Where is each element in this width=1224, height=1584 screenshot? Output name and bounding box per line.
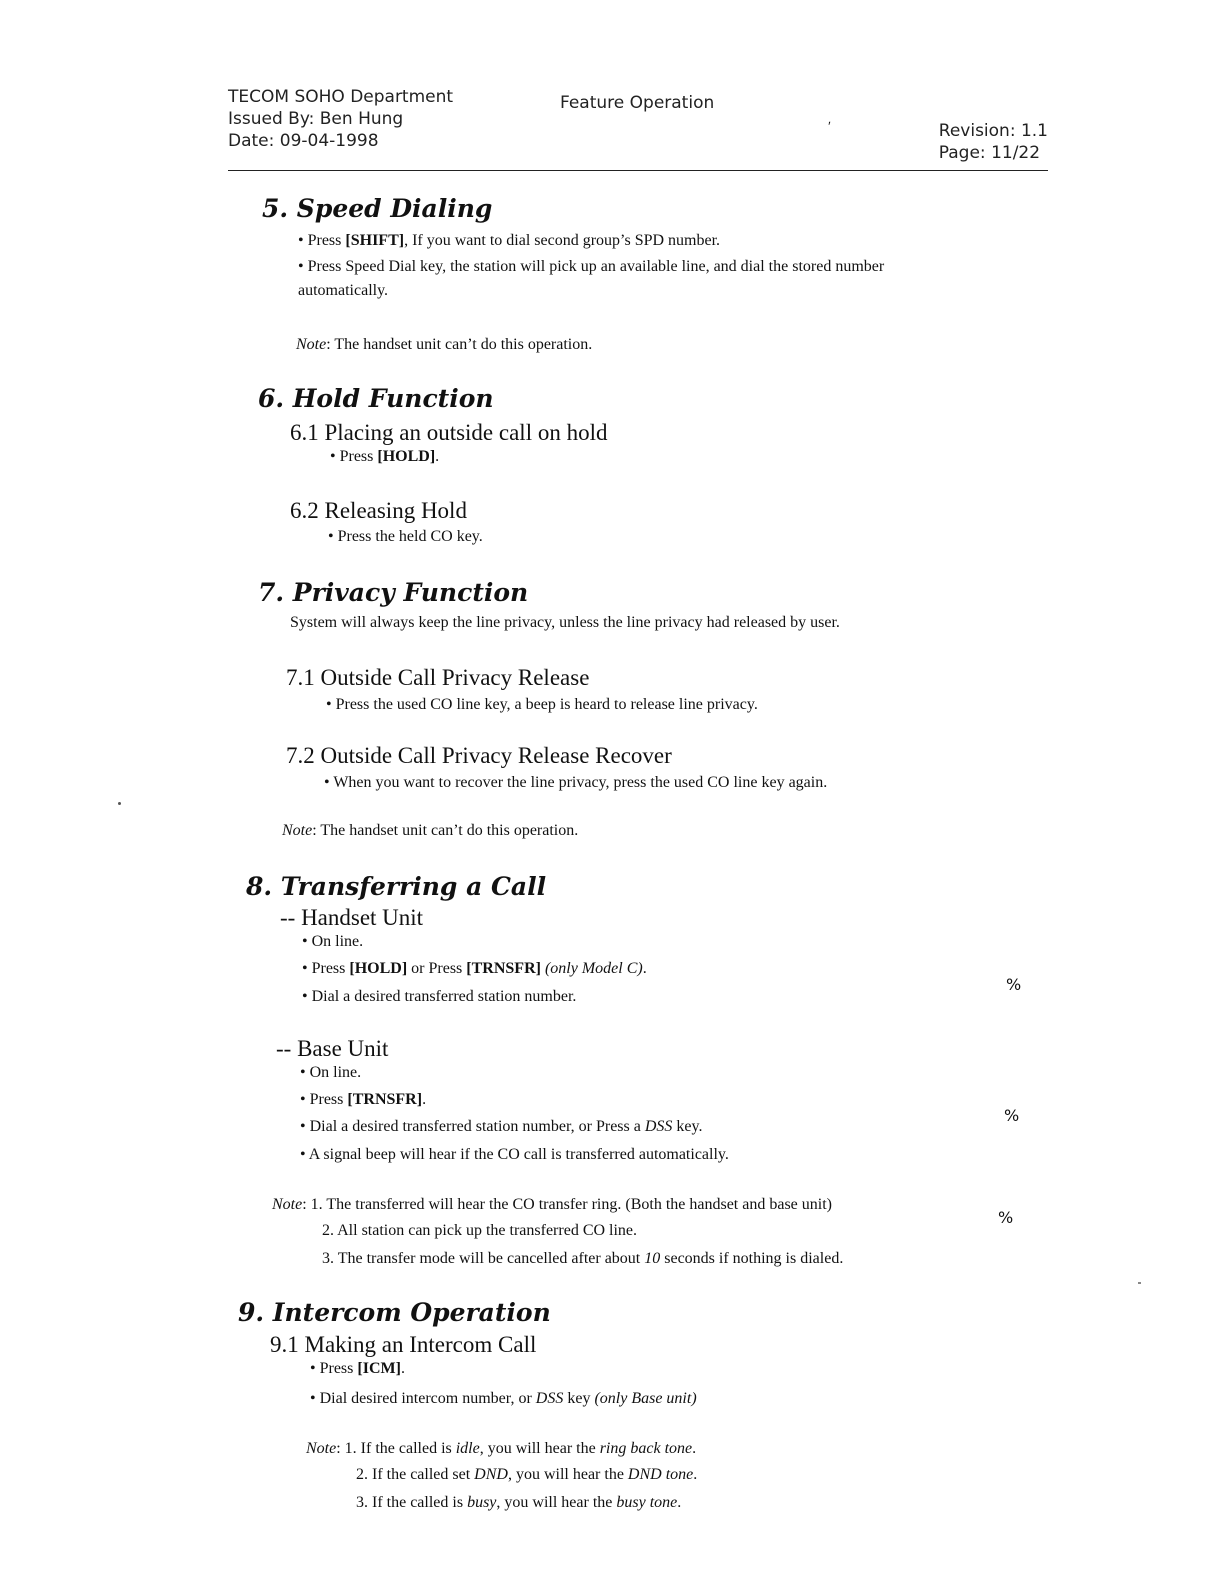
s7-sub-1-bullet: • Press the used CO line key, a beep is heard to release line privacy. bbox=[326, 696, 758, 713]
text: . bbox=[400, 1360, 405, 1377]
s7-sub-2: 7.2 Outside Call Privacy Release Recover bbox=[286, 743, 672, 768]
header-right bbox=[939, 120, 1048, 164]
section-8-title: 8. Transferring a Call bbox=[246, 872, 547, 901]
text: • Dial a desired transferred station number, or Press a bbox=[300, 1118, 645, 1135]
note-text: : The handset unit can’t do this operation. bbox=[326, 336, 593, 353]
s5-bullet-2-line-2: automatically. bbox=[298, 282, 389, 299]
text: , you will hear the bbox=[507, 1466, 628, 1483]
note-text: : The handset unit can’t do this operation. bbox=[312, 822, 579, 839]
text: 2. If the called set bbox=[356, 1466, 475, 1483]
key: [SHIFT] bbox=[345, 232, 405, 249]
text: . bbox=[677, 1494, 682, 1511]
s5-bullet-2-line-1: • Press Speed Dial key, the station will pick up an available line, and dial the stored number bbox=[298, 258, 885, 275]
percent-mark: % bbox=[998, 1208, 1014, 1227]
s6-sub-1-bullet bbox=[330, 448, 439, 466]
text: , If you want to dial second group’s SPD number. bbox=[404, 232, 721, 249]
s6-sub-1: 6.1 Placing an outside call on hold bbox=[290, 420, 608, 445]
s5-note bbox=[296, 336, 592, 354]
italic-text: idle bbox=[455, 1440, 480, 1457]
key: [ICM] bbox=[357, 1360, 401, 1377]
text: : 1. If the called is bbox=[336, 1440, 456, 1457]
page-number: Page: 11/22 bbox=[938, 143, 1041, 163]
s8-note-2: 2. All station can pick up the transferred CO line. bbox=[322, 1222, 638, 1239]
section-6-title: 6. Hold Function bbox=[258, 384, 494, 413]
s9-note-1 bbox=[306, 1440, 696, 1458]
s9-sub-1: 9.1 Making an Intercom Call bbox=[270, 1332, 537, 1357]
issued-by: Issued By: Ben Hung bbox=[228, 109, 404, 129]
italic-text: 10 bbox=[644, 1250, 661, 1267]
text: • Press bbox=[330, 448, 378, 465]
s8-handset-bullet-1: • On line. bbox=[302, 933, 364, 950]
s8-base-bullet-4: • A signal beep will hear if the CO call is transferred automatically. bbox=[300, 1146, 729, 1163]
s9-bullet-2 bbox=[310, 1390, 697, 1408]
s8-base-bullet-2 bbox=[300, 1091, 426, 1109]
note-label: Note bbox=[282, 822, 313, 839]
italic-text: DND tone bbox=[627, 1466, 694, 1483]
text: • Dial desired intercom number, or bbox=[310, 1390, 536, 1407]
italic-text: (only Base unit) bbox=[594, 1390, 697, 1407]
italic-text: busy tone bbox=[616, 1494, 678, 1511]
s8-handset-bullet-3: • Dial a desired transferred station number. bbox=[302, 988, 577, 1005]
percent-mark: % bbox=[1004, 1106, 1020, 1125]
s8-note-1 bbox=[272, 1196, 832, 1214]
section-7-title: 7. Privacy Function bbox=[258, 578, 529, 607]
s8-handset-bullet-2 bbox=[302, 960, 647, 978]
text: seconds if nothing is dialed. bbox=[660, 1250, 844, 1267]
note-label: Note bbox=[296, 336, 327, 353]
s7-intro: System will always keep the line privacy, unless the line privacy had released by user. bbox=[290, 614, 840, 631]
s6-sub-2-bullet: • Press the held CO key. bbox=[328, 528, 483, 545]
italic-text: busy bbox=[467, 1494, 497, 1511]
s7-sub-1: 7.1 Outside Call Privacy Release bbox=[286, 665, 590, 690]
s8-base-bullet-1: • On line. bbox=[300, 1064, 362, 1081]
s8-base-bullet-3 bbox=[300, 1118, 702, 1136]
stray-mark: ʹ bbox=[828, 120, 832, 135]
text: . bbox=[642, 960, 647, 977]
text: . bbox=[422, 1091, 427, 1108]
section-9-title: 9. Intercom Operation bbox=[238, 1298, 551, 1327]
text: , you will hear the bbox=[479, 1440, 600, 1457]
date: Date: 09-04-1998 bbox=[228, 131, 379, 151]
italic-text: ring back tone bbox=[599, 1440, 693, 1457]
s8-handset-title: -- Handset Unit bbox=[280, 905, 424, 930]
s6-sub-2: 6.2 Releasing Hold bbox=[290, 498, 467, 523]
department: TECOM SOHO Department bbox=[228, 87, 454, 107]
text: . bbox=[435, 448, 440, 465]
revision: Revision: 1.1 bbox=[938, 121, 1048, 141]
stray-dot bbox=[118, 802, 121, 805]
note-label: Note bbox=[306, 1440, 337, 1457]
key: [HOLD] bbox=[349, 960, 408, 977]
text: • Press bbox=[298, 232, 346, 249]
text: key bbox=[563, 1390, 595, 1407]
stray-dot bbox=[1138, 1282, 1141, 1284]
text: . bbox=[693, 1466, 698, 1483]
s7-note bbox=[282, 822, 578, 840]
section-5-title: 5. Speed Dialing bbox=[262, 194, 493, 223]
key: [HOLD] bbox=[377, 448, 436, 465]
s9-bullet-1 bbox=[310, 1360, 405, 1378]
s8-note-3 bbox=[322, 1250, 843, 1268]
percent-mark: % bbox=[1006, 975, 1022, 994]
text: • Press bbox=[302, 960, 350, 977]
header-left bbox=[228, 86, 453, 152]
italic-text: DSS bbox=[535, 1390, 564, 1407]
s5-bullet-1 bbox=[298, 232, 720, 250]
s7-sub-2-bullet: • When you want to recover the line privacy, press the used CO line key again. bbox=[324, 774, 828, 791]
doc-title: Feature Operation bbox=[560, 93, 715, 113]
s9-note-3 bbox=[356, 1494, 681, 1512]
italic-text: (only Model C) bbox=[544, 960, 643, 977]
text: • Press bbox=[310, 1360, 358, 1377]
key: [TRNSFR] bbox=[347, 1091, 423, 1108]
italic-text: DSS bbox=[644, 1118, 673, 1135]
note-text: : 1. The transferred will hear the CO transfer ring. (Both the handset and base unit) bbox=[302, 1196, 832, 1213]
note-label: Note bbox=[272, 1196, 303, 1213]
key: [TRNSFR] bbox=[466, 960, 541, 977]
text: or Press bbox=[407, 960, 467, 977]
text: , you will hear the bbox=[496, 1494, 617, 1511]
s8-base-title: -- Base Unit bbox=[276, 1036, 389, 1061]
text: key. bbox=[672, 1118, 703, 1135]
s9-note-2 bbox=[356, 1466, 697, 1484]
text: 3. The transfer mode will be cancelled after about bbox=[322, 1250, 645, 1267]
text: • Press bbox=[300, 1091, 348, 1108]
text: 3. If the called is bbox=[356, 1494, 468, 1511]
header-rule bbox=[228, 170, 1048, 171]
text: . bbox=[692, 1440, 697, 1457]
italic-text: DND bbox=[474, 1466, 508, 1483]
